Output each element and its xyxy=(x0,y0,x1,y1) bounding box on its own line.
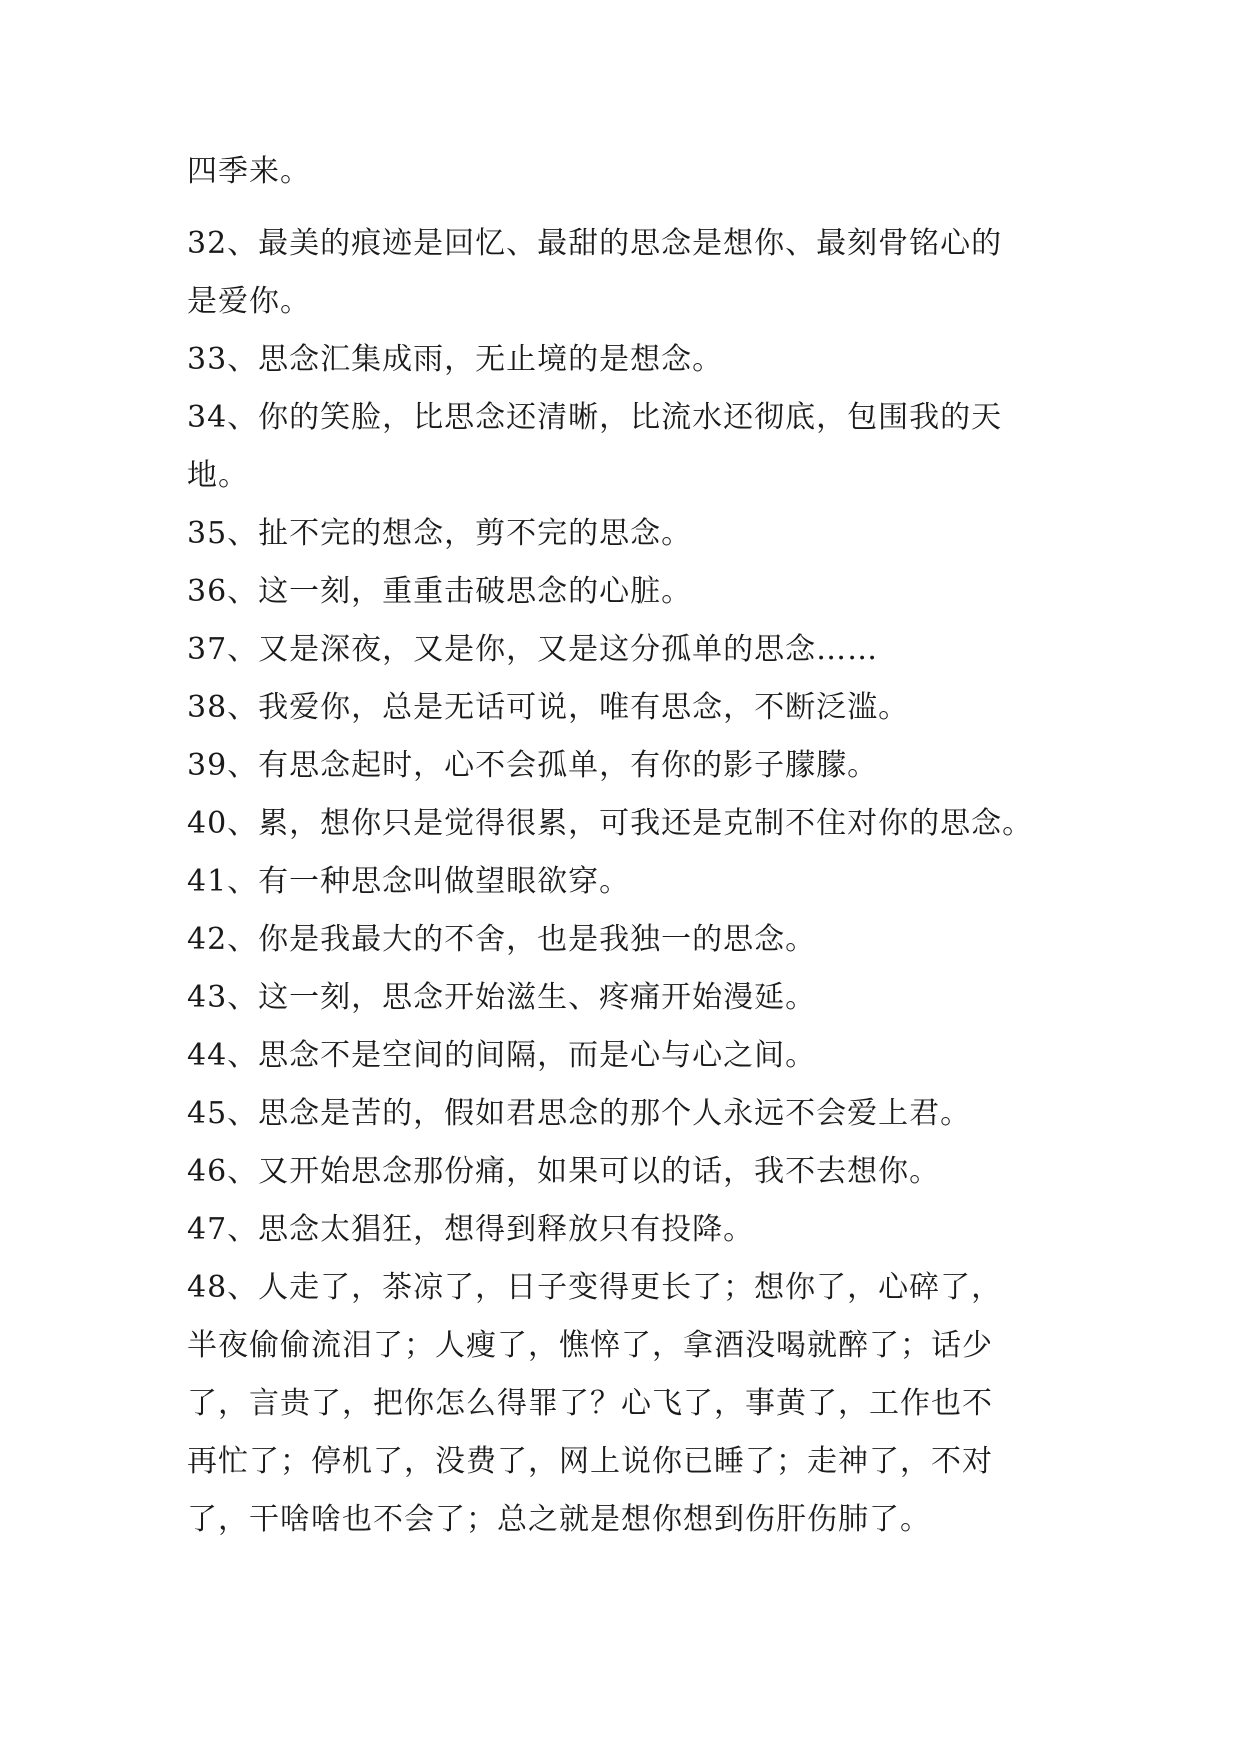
text-line: 43、这一刻，思念开始滋生、疼痛开始漫延。 xyxy=(187,980,817,1015)
text-line: 37、又是深夜，又是你，又是这分孤单的思念…… xyxy=(187,632,879,667)
text-line: 36、这一刻，重重击破思念的心脏。 xyxy=(187,574,693,609)
text-line: 44、思念不是空间的间隔，而是心与心之间。 xyxy=(187,1038,817,1073)
text-line: 42、你是我最大的不舍，也是我独一的思念。 xyxy=(187,922,817,957)
text-line: 48、人走了，茶凉了，日子变得更长了；想你了，心碎了， xyxy=(187,1270,1003,1305)
text-line: 33、思念汇集成雨，无止境的是想念。 xyxy=(187,342,724,377)
text-line: 39、有思念起时，心不会孤单，有你的影子朦朦。 xyxy=(187,748,879,783)
document-page xyxy=(187,154,1057,1549)
text-line: 了，言贵了，把你怎么得罪了？心飞了，事黄了，工作也不 xyxy=(187,1386,993,1421)
text-line: 41、有一种思念叫做望眼欲穿。 xyxy=(187,864,631,899)
text-line: 38、我爱你，总是无话可说，唯有思念，不断泛滥。 xyxy=(187,690,910,725)
text-line: 46、又开始思念那份痛，如果可以的话，我不去想你。 xyxy=(187,1154,941,1189)
text-line: 半夜偷偷流泪了；人瘦了，憔悴了，拿酒没喝就醉了；话少 xyxy=(187,1328,993,1363)
text-line: 再忙了；停机了，没费了，网上说你已睡了；走神了，不对 xyxy=(187,1444,993,1479)
text-line: 了，干啥啥也不会了；总之就是想你想到伤肝伤肺了。 xyxy=(187,1502,931,1537)
text-line: 40、累，想你只是觉得很累，可我还是克制不住对你的思念。 xyxy=(187,806,1034,841)
text-line: 是爱你。 xyxy=(187,284,311,319)
text-line: 32、最美的痕迹是回忆、最甜的思念是想你、最刻骨铭心的 xyxy=(187,226,1003,261)
text-line: 35、扯不完的想念，剪不完的思念。 xyxy=(187,516,693,551)
text-line: 地。 xyxy=(187,458,249,493)
text-line: 四季来。 xyxy=(187,154,311,189)
text-line: 34、你的笑脸，比思念还清晰，比流水还彻底，包围我的天 xyxy=(187,400,1003,435)
text-line: 45、思念是苦的，假如君思念的那个人永远不会爱上君。 xyxy=(187,1096,972,1131)
text-line: 47、思念太猖狂，想得到释放只有投降。 xyxy=(187,1212,755,1247)
